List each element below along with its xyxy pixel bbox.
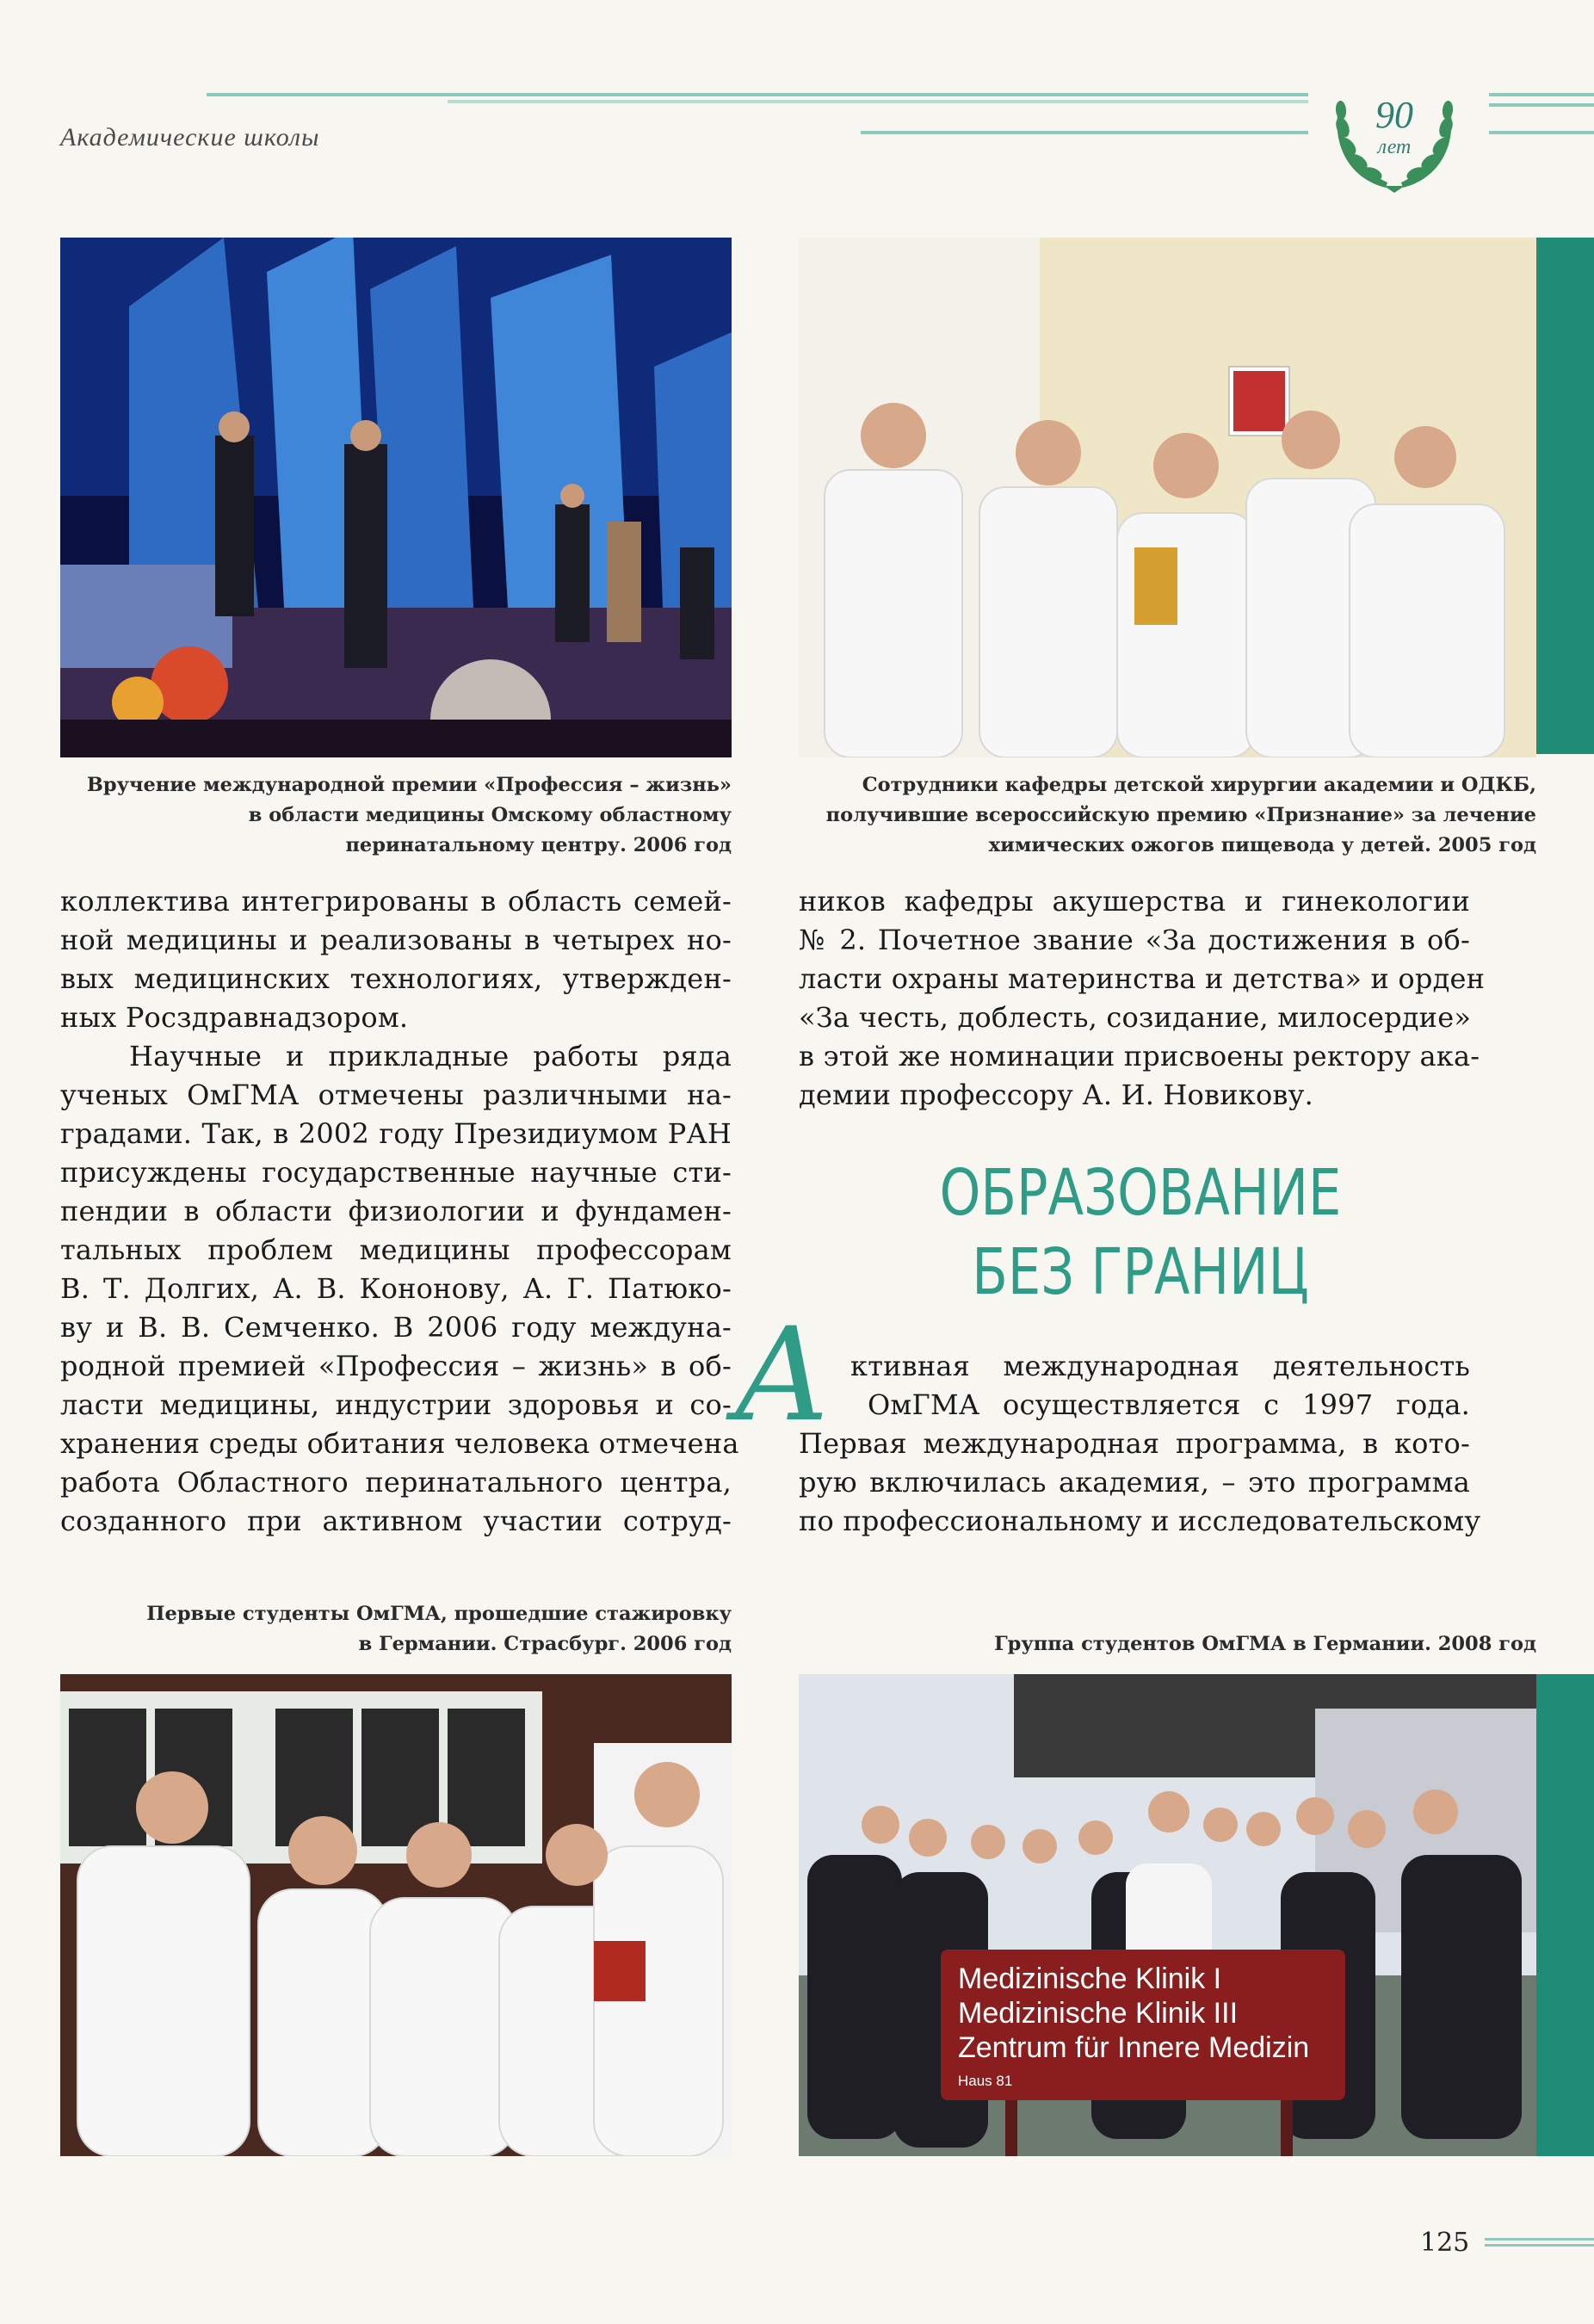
caption-pediatric-surgery: Сотрудники кафедры детской хирургии академии и ОДКБ, получившие всероссийскую премию «Признание» за лечение химических ожогов пищевода у детей. 2005 год bbox=[825, 774, 1536, 856]
anniversary-emblem bbox=[1325, 67, 1463, 196]
side-strip-bottom bbox=[1536, 1674, 1594, 2156]
page-number-rules bbox=[1485, 2238, 1594, 2250]
text-line: ной медицины и реализованы в четырех но- bbox=[60, 924, 732, 956]
text-line: градами. Так, в 2002 году Президиумом РАН bbox=[60, 1117, 732, 1150]
text-line: ласти охраны материнства и детства» и орден bbox=[799, 962, 1486, 995]
page-number: 125 bbox=[1420, 2228, 1470, 2258]
text-line: Научные и прикладные работы ряда bbox=[129, 1040, 732, 1072]
text-line: ных Росздравнадзором. bbox=[60, 1001, 409, 1034]
text-line: ников кафедры акушерства и гинекологии bbox=[799, 885, 1470, 918]
caption-award-ceremony: Вручение международной премии «Профессия – жизнь» в области медицины Омскому областному перинатальному центру. 2006 год bbox=[86, 774, 732, 856]
text-line: вых медицинских технологиях, утвержден- bbox=[60, 962, 732, 995]
text-line: ученых ОмГМА отмечены различными на- bbox=[60, 1079, 732, 1111]
text-line: пендии в области физиологии и фундамен- bbox=[60, 1195, 732, 1227]
caption-student-group: Группа студентов ОмГМА в Германии. 2008 год bbox=[994, 1633, 1536, 1655]
text-line: ОмГМА осуществляется с 1997 года. bbox=[868, 1388, 1470, 1421]
text-line: в этой же номинации присвоены ректору ака- bbox=[799, 1040, 1480, 1072]
text-line: коллектива интегрированы в область семей- bbox=[60, 885, 732, 918]
text-line: хранения среды обитания человека отмечена bbox=[60, 1427, 739, 1460]
right-column-text-dropcap bbox=[850, 1347, 1470, 1425]
sign-line-1: Medizinische Klinik I bbox=[958, 1962, 1222, 1995]
caption-first-students: Первые студенты ОмГМА, прошедшие стажировку в Германии. Страсбург. 2006 год bbox=[146, 1603, 732, 1655]
pediatric-surgery-staff-photo bbox=[799, 238, 1536, 757]
side-strip-top bbox=[1536, 238, 1594, 754]
text-line: созданного при активном участии сотруд- bbox=[60, 1505, 732, 1537]
text-line: работа Областного перинатального центра, bbox=[60, 1466, 732, 1499]
text-line: рую включилась академия, – это программа bbox=[799, 1466, 1470, 1499]
text-line: «За честь, доблесть, созидание, милосердие» bbox=[799, 1001, 1472, 1034]
text-line: ласти медицины, индустрии здоровья и со- bbox=[60, 1388, 732, 1421]
text-line: родной премией «Профессия – жизнь» в об- bbox=[60, 1350, 732, 1382]
text-line: ктивная международная деятельность bbox=[850, 1350, 1470, 1382]
sign-line-2: Medizinische Klinik III bbox=[958, 1997, 1239, 2030]
text-line: демии профессору А. И. Новикову. bbox=[799, 1079, 1314, 1111]
award-ceremony-photo bbox=[60, 238, 732, 757]
emblem-word: лет bbox=[1377, 136, 1412, 158]
sign-small: Haus 81 bbox=[958, 2073, 1013, 2089]
first-students-photo bbox=[60, 1674, 732, 2156]
emblem-number: 90 bbox=[1375, 94, 1413, 136]
dropcap-letter: А bbox=[733, 1301, 831, 1450]
text-line: по профессиональному и исследовательскому bbox=[799, 1505, 1481, 1537]
right-column-text-top bbox=[799, 882, 1486, 1115]
text-line: ву и В. В. Семченко. В 2006 году междуна- bbox=[60, 1311, 732, 1344]
sign-line-3: Zentrum für Innere Medizin bbox=[958, 2031, 1310, 2064]
left-column-text bbox=[60, 882, 739, 1541]
text-line: В. Т. Долгих, А. В. Кононову, А. Г. Патюко- bbox=[60, 1272, 732, 1305]
section-label: Академические школы bbox=[60, 123, 320, 151]
text-line: присуждены государственные научные сти- bbox=[60, 1156, 732, 1189]
heading-line: ОБРАЗОВАНИЕ bbox=[939, 1156, 1342, 1230]
right-column-text-bottom bbox=[799, 1425, 1481, 1541]
text-line: тальных проблем медицины профессорам bbox=[60, 1233, 732, 1266]
text-line: № 2. Почетное звание «За достижения в об- bbox=[799, 924, 1470, 956]
text-line: Первая международная программа, в кото- bbox=[799, 1427, 1470, 1460]
heading-line: БЕЗ ГРАНИЦ bbox=[972, 1235, 1309, 1309]
student-group-photo bbox=[799, 1674, 1536, 2156]
section-heading bbox=[862, 1153, 1419, 1312]
